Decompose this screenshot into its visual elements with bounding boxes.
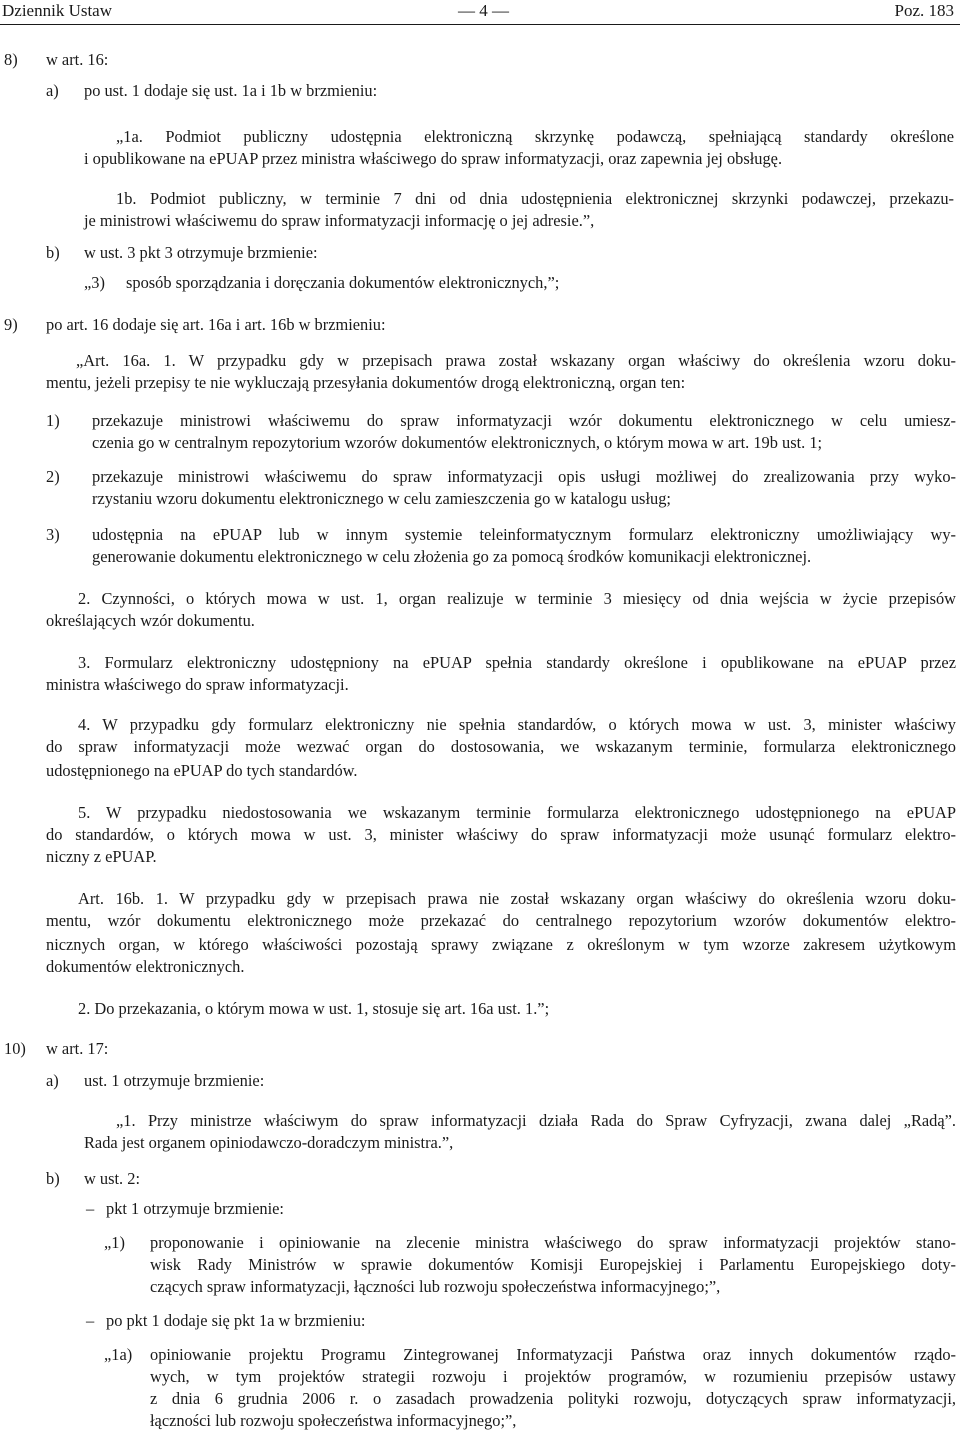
item-8b-number: b): [46, 243, 60, 262]
art-16a-ust-4-line-2: do spraw informatyzacji może wezwać organ do dostosowania, we wskazanym terminie, formularza elektronicznego: [46, 737, 956, 756]
art-16a-point-3-line-1: udostępnia na ePUAP lub w innym systemie teleinformatycznym formularz elektroniczny umożliwiający wy-: [92, 525, 956, 544]
art-16a-ust-2-line-1: 2. Czynności, o których mowa w ust. 1, organ realizuje w terminie 3 miesięcy od dnia wejścia w życie przepisów: [78, 589, 956, 608]
quote-pkt-1a-number: „1a): [104, 1345, 133, 1364]
item-10b-text: w ust. 2:: [84, 1169, 141, 1188]
quote-pkt-1a-line-1: opiniowanie projektu Programu Zintegrowanej Informatyzacji Państwa oraz innych dokumentów rządo-: [150, 1345, 956, 1364]
quote-pkt-1-line-3: czących spraw informatyzacji, łączności lub rozwoju społeczeństwa informacyjnego;”,: [150, 1277, 721, 1296]
quote-rada-line-2: Rada jest organem opiniodawczo-doradczym ministra.”,: [84, 1133, 454, 1152]
quote-rada-line-1: „1. Przy ministrze właściwym do spraw informatyzacji działa Rada do Spraw Cyfryzacji, zwana dalej „Radą”.: [116, 1111, 956, 1130]
art-16a-ust-5-line-3: niczny z ePUAP.: [46, 847, 157, 866]
art-16a-point-2-line-1: przekazuje ministrowi właściwemu do spraw informatyzacji opis usługi możliwej do zrealizowania przy wyko-: [92, 467, 956, 486]
item-10-number: 10): [4, 1039, 26, 1058]
art-16a-ust-5-line-1: 5. W przypadku niedostosowania we wskazanym terminie formularza elektronicznego udostępnionego na ePUAP: [78, 803, 956, 822]
quote-1b-line-2: je ministrowi właściwemu do spraw informatyzacji informację o jej adresie.”,: [84, 211, 595, 230]
position-number: Poz. 183: [894, 1, 954, 20]
item-10-text: w art. 17:: [46, 1039, 109, 1058]
dash-1-text: pkt 1 otrzymuje brzmienie:: [106, 1199, 284, 1218]
art-16a-point-3-number: 3): [46, 525, 60, 544]
art-16a-ust-5-line-2: do standardów, o których mowa w ust. 3, minister właściwy do spraw informatyzacji może usunąć formularz elektro-: [46, 825, 956, 844]
art-16a-ust-2-line-2: określających wzór dokumentu.: [46, 611, 255, 630]
art-16b-line-2: mentu, wzór dokumentu elektronicznego może przekazać do centralnego repozytorium wzorów dokumentów elektro-: [46, 911, 956, 930]
quote-1a-line-1: „1a. Podmiot publiczny udostępnia elektroniczną skrzynkę podawczą, spełniającą standardy określone: [116, 127, 954, 146]
page-number: — 4 —: [458, 1, 509, 20]
art-16a-point-1-line-2: czenia go w centralnym repozytorium wzorów dokumentów elektronicznych, o którym mowa w art. 19b ust. 1;: [92, 433, 823, 452]
quote-pkt-1-line-2: wisk Rady Ministrów w sprawie dokumentów Komisji Europejskiej i Parlamentu Europejskiego doty-: [150, 1255, 956, 1274]
quote-pkt-1-number: „1): [104, 1233, 125, 1252]
art-16a-line-2: mentu, jeżeli przepisy te nie wykluczają przesyłania dokumentów drogą elektroniczną, organ ten:: [46, 373, 686, 392]
header-rule: [0, 24, 960, 25]
art-16a-ust-3-line-2: ministra właściwego do spraw informatyzacji.: [46, 675, 349, 694]
art-16a-point-2-number: 2): [46, 467, 60, 486]
item-8b-text: w ust. 3 pkt 3 otrzymuje brzmienie:: [84, 243, 318, 262]
art-16a-line-1: „Art. 16a. 1. W przypadku gdy w przepisach prawa został wskazany organ właściwy do określenia wzoru doku-: [76, 351, 956, 370]
dash-2: –: [86, 1311, 95, 1330]
art-16a-point-1-line-1: przekazuje ministrowi właściwemu do spraw informatyzacji wzór dokumentu elektronicznego w celu umiesz-: [92, 411, 956, 430]
item-9-text: po art. 16 dodaje się art. 16a i art. 16b w brzmieniu:: [46, 315, 386, 334]
art-16a-point-3-line-2: generowanie dokumentu elektronicznego w celu złożenia go za pomocą środków komunikacji elektronicznej.: [92, 547, 812, 566]
art-16a-ust-4-line-3: udostępnionego na ePUAP do tych standardów.: [46, 761, 358, 780]
journal-title: Dziennik Ustaw: [2, 1, 113, 20]
quote-1a-line-2: i opublikowane na ePUAP przez ministra właściwego do spraw informatyzacji, oraz zapewnia jej obsługę.: [84, 149, 783, 168]
item-10b-number: b): [46, 1169, 60, 1188]
dash-1: –: [86, 1199, 95, 1218]
item-9-number: 9): [4, 315, 18, 334]
quote-3-text: sposób sporządzania i doręczania dokumentów elektronicznych,”;: [126, 273, 560, 292]
quote-pkt-1a-line-3: z dnia 6 grudnia 2006 r. o zasadach prowadzenia polityki rozwoju, dotyczących spraw informatyzacji,: [150, 1389, 956, 1408]
quote-pkt-1-line-1: proponowanie i opiniowanie na zlecenie ministra właściwego do spraw informatyzacji projektów stano-: [150, 1233, 956, 1252]
item-10a-number: a): [46, 1071, 59, 1090]
art-16a-point-2-line-2: rzystaniu wzoru dokumentu elektronicznego w celu zamieszczenia go w katalogu usług;: [92, 489, 671, 508]
art-16a-ust-4-line-1: 4. W przypadku gdy formularz elektroniczny nie spełnia standardów, o których mowa w ust. 3, minister właściwy: [78, 715, 956, 734]
art-16b-line-3: nicznych organ, w którego właściwości pozostają sprawy związane z określonym w tym wzorze zakresem użytkowym: [46, 935, 956, 954]
item-10a-text: ust. 1 otrzymuje brzmienie:: [84, 1071, 265, 1090]
quote-pkt-1a-line-2: wych, w tym projektów strategii rozwoju i projektów programów, w rozumieniu przepisów ustawy: [150, 1367, 956, 1386]
quote-1b-line-1: 1b. Podmiot publiczny, w terminie 7 dni od dnia udostępnienia elektronicznej skrzynki podawczej, przekazu-: [116, 189, 954, 208]
art-16a-ust-3-line-1: 3. Formularz elektroniczny udostępniony na ePUAP spełnia standardy określone i opublikowane na ePUAP przez: [78, 653, 956, 672]
quote-3-number: „3): [84, 273, 105, 292]
page-header: [0, 0, 960, 24]
art-16b-line-4: dokumentów elektronicznych.: [46, 957, 245, 976]
quote-pkt-1a-line-4: łączności lub rozwoju społeczeństwa informacyjnego;”,: [150, 1411, 517, 1430]
item-8a-text: po ust. 1 dodaje się ust. 1a i 1b w brzmieniu:: [84, 81, 378, 100]
item-8-text: w art. 16:: [46, 50, 109, 69]
art-16b-ust-2: 2. Do przekazania, o którym mowa w ust. 1, stosuje się art. 16a ust. 1.”;: [78, 999, 550, 1018]
art-16b-line-1: Art. 16b. 1. W przypadku gdy w przepisach prawa nie został wskazany organ właściwy do określenia wzoru doku-: [78, 889, 956, 908]
item-8a-number: a): [46, 81, 59, 100]
dash-2-text: po pkt 1 dodaje się pkt 1a w brzmieniu:: [106, 1311, 366, 1330]
art-16a-point-1-number: 1): [46, 411, 60, 430]
item-8-number: 8): [4, 50, 18, 69]
